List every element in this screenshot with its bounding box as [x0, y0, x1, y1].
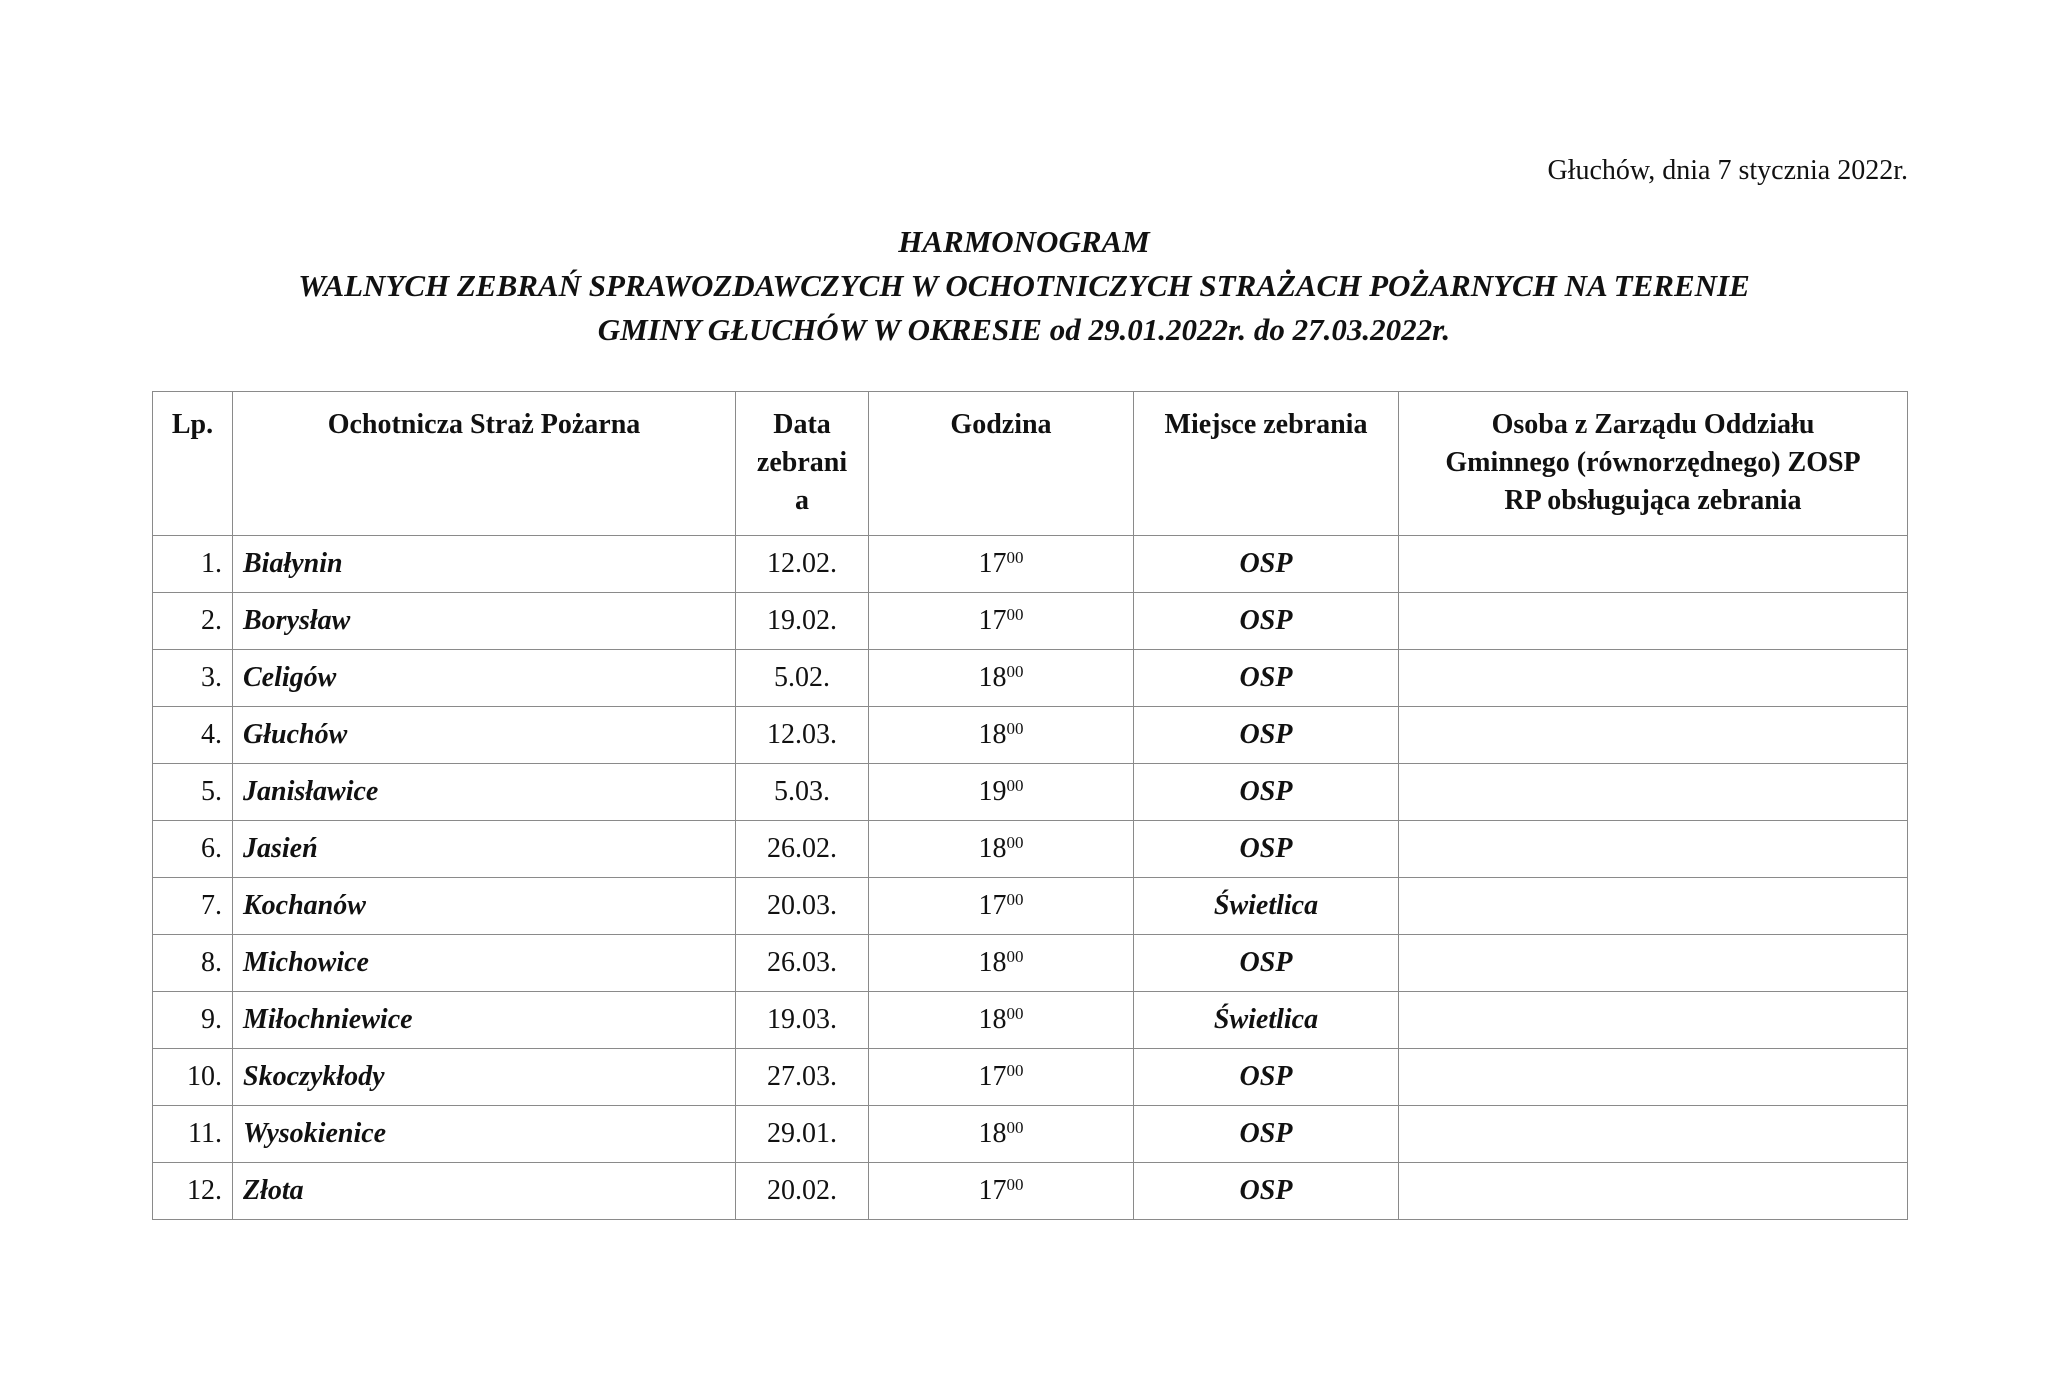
- row-hour: [869, 878, 1134, 935]
- row-osp-name: Kochanów: [233, 878, 736, 935]
- row-place: OSP: [1134, 821, 1399, 878]
- row-hour-value: 18: [978, 1118, 1007, 1149]
- row-osp-name: Celigów: [233, 650, 736, 707]
- row-place: OSP: [1134, 650, 1399, 707]
- table-row: [153, 935, 1908, 992]
- table-row: [153, 593, 1908, 650]
- schedule-table: [152, 391, 1908, 1220]
- row-hour-value: 18: [978, 719, 1007, 750]
- place-date: Głuchów, dnia 7 stycznia 2022r.: [1547, 155, 1908, 186]
- row-hour-value: 19: [978, 776, 1007, 807]
- header-person-line2: Gminnego (równorzędnego) ZOSP: [1445, 447, 1861, 478]
- row-lp: 8.: [153, 935, 233, 992]
- row-lp: 7.: [153, 878, 233, 935]
- header-date-part2: zebrani: [756, 447, 848, 478]
- row-hour-value: 17: [978, 1061, 1007, 1092]
- row-person: [1399, 821, 1908, 878]
- row-hour-minutes: 00: [1006, 605, 1024, 624]
- header-date-part1: Data: [773, 409, 831, 440]
- row-hour: [869, 650, 1134, 707]
- row-hour-value: 17: [978, 1175, 1007, 1206]
- row-place: OSP: [1134, 1106, 1399, 1163]
- row-osp-name: Białynin: [233, 536, 736, 593]
- row-person: [1399, 1106, 1908, 1163]
- row-osp-name: Michowice: [233, 935, 736, 992]
- row-hour-minutes: 00: [1006, 1118, 1024, 1137]
- row-place: OSP: [1134, 935, 1399, 992]
- row-date: 12.03.: [736, 707, 869, 764]
- title-line-3: GMINY GŁUCHÓW W OKRESIE od 29.01.2022r. do 27.03.2022r.: [597, 312, 1451, 347]
- row-date: 5.03.: [736, 764, 869, 821]
- row-hour-minutes: 00: [1006, 662, 1024, 681]
- row-lp: 12.: [153, 1163, 233, 1220]
- row-hour-value: 17: [978, 890, 1007, 921]
- header-date-part3: a: [795, 485, 809, 516]
- row-hour: [869, 1163, 1134, 1220]
- row-hour-value: 17: [978, 605, 1007, 636]
- row-lp: 2.: [153, 593, 233, 650]
- row-place: OSP: [1134, 1049, 1399, 1106]
- row-hour-value: 18: [978, 662, 1007, 693]
- row-osp-name: Janisławice: [233, 764, 736, 821]
- row-hour-value: 18: [978, 833, 1007, 864]
- row-place: Świetlica: [1134, 878, 1399, 935]
- header-person: [1399, 392, 1908, 536]
- table-row: [153, 764, 1908, 821]
- row-date: 29.01.: [736, 1106, 869, 1163]
- row-date: 26.02.: [736, 821, 869, 878]
- table-header-row: [153, 392, 1908, 536]
- row-date: 26.03.: [736, 935, 869, 992]
- row-place: OSP: [1134, 593, 1399, 650]
- row-hour-value: 18: [978, 1004, 1007, 1035]
- row-hour-minutes: 00: [1006, 1061, 1024, 1080]
- row-lp: 5.: [153, 764, 233, 821]
- row-date: 27.03.: [736, 1049, 869, 1106]
- row-hour: [869, 935, 1134, 992]
- row-hour: [869, 1106, 1134, 1163]
- row-hour-minutes: 00: [1006, 1004, 1024, 1023]
- row-date: 5.02.: [736, 650, 869, 707]
- row-person: [1399, 707, 1908, 764]
- row-person: [1399, 1049, 1908, 1106]
- row-hour: [869, 992, 1134, 1049]
- row-person: [1399, 764, 1908, 821]
- row-hour-minutes: 00: [1006, 1175, 1024, 1194]
- row-person: [1399, 593, 1908, 650]
- row-date: 19.02.: [736, 593, 869, 650]
- row-hour-minutes: 00: [1006, 947, 1024, 966]
- row-person: [1399, 878, 1908, 935]
- header-lp: Lp.: [153, 392, 233, 536]
- title-line-2: WALNYCH ZEBRAŃ SPRAWOZDAWCZYCH W OCHOTNICZYCH STRAŻACH POŻARNYCH NA TERENIE: [298, 268, 1750, 303]
- row-hour: [869, 593, 1134, 650]
- row-lp: 6.: [153, 821, 233, 878]
- row-hour: [869, 707, 1134, 764]
- row-hour: [869, 821, 1134, 878]
- row-osp-name: Złota: [233, 1163, 736, 1220]
- row-hour-minutes: 00: [1006, 719, 1024, 738]
- row-osp-name: Miłochniewice: [233, 992, 736, 1049]
- table-row: [153, 707, 1908, 764]
- title-line-1: HARMONOGRAM: [898, 224, 1150, 259]
- row-lp: 1.: [153, 536, 233, 593]
- row-date: 20.03.: [736, 878, 869, 935]
- table-row: [153, 878, 1908, 935]
- row-place: Świetlica: [1134, 992, 1399, 1049]
- header-osp: Ochotnicza Straż Pożarna: [233, 392, 736, 536]
- header-person-line3: RP obsługująca zebrania: [1504, 485, 1802, 516]
- row-hour: [869, 1049, 1134, 1106]
- row-place: OSP: [1134, 707, 1399, 764]
- row-person: [1399, 992, 1908, 1049]
- row-hour-minutes: 00: [1006, 776, 1024, 795]
- row-hour-minutes: 00: [1006, 890, 1024, 909]
- table-row: [153, 1106, 1908, 1163]
- row-lp: 11.: [153, 1106, 233, 1163]
- row-hour: [869, 764, 1134, 821]
- header-place: Miejsce zebrania: [1134, 392, 1399, 536]
- row-lp: 10.: [153, 1049, 233, 1106]
- row-place: OSP: [1134, 1163, 1399, 1220]
- table-row: [153, 536, 1908, 593]
- header-date: [736, 392, 869, 536]
- row-osp-name: Borysław: [233, 593, 736, 650]
- table-row: [153, 821, 1908, 878]
- row-hour-minutes: 00: [1006, 548, 1024, 567]
- table-row: [153, 992, 1908, 1049]
- row-person: [1399, 935, 1908, 992]
- row-hour-minutes: 00: [1006, 833, 1024, 852]
- row-person: [1399, 650, 1908, 707]
- row-lp: 3.: [153, 650, 233, 707]
- row-place: OSP: [1134, 536, 1399, 593]
- table-row: [153, 1049, 1908, 1106]
- document-title: [140, 220, 1908, 352]
- row-osp-name: Jasień: [233, 821, 736, 878]
- row-hour-value: 17: [978, 548, 1007, 579]
- row-date: 19.03.: [736, 992, 869, 1049]
- row-person: [1399, 1163, 1908, 1220]
- row-osp-name: Skoczykłody: [233, 1049, 736, 1106]
- row-hour-value: 18: [978, 947, 1007, 978]
- row-hour: [869, 536, 1134, 593]
- row-osp-name: Głuchów: [233, 707, 736, 764]
- row-place: OSP: [1134, 764, 1399, 821]
- table-row: [153, 650, 1908, 707]
- row-person: [1399, 536, 1908, 593]
- table-row: [153, 1163, 1908, 1220]
- row-osp-name: Wysokienice: [233, 1106, 736, 1163]
- header-hour: Godzina: [869, 392, 1134, 536]
- header-person-line1: Osoba z Zarządu Oddziału: [1491, 409, 1815, 440]
- row-date: 12.02.: [736, 536, 869, 593]
- row-lp: 9.: [153, 992, 233, 1049]
- row-lp: 4.: [153, 707, 233, 764]
- row-date: 20.02.: [736, 1163, 869, 1220]
